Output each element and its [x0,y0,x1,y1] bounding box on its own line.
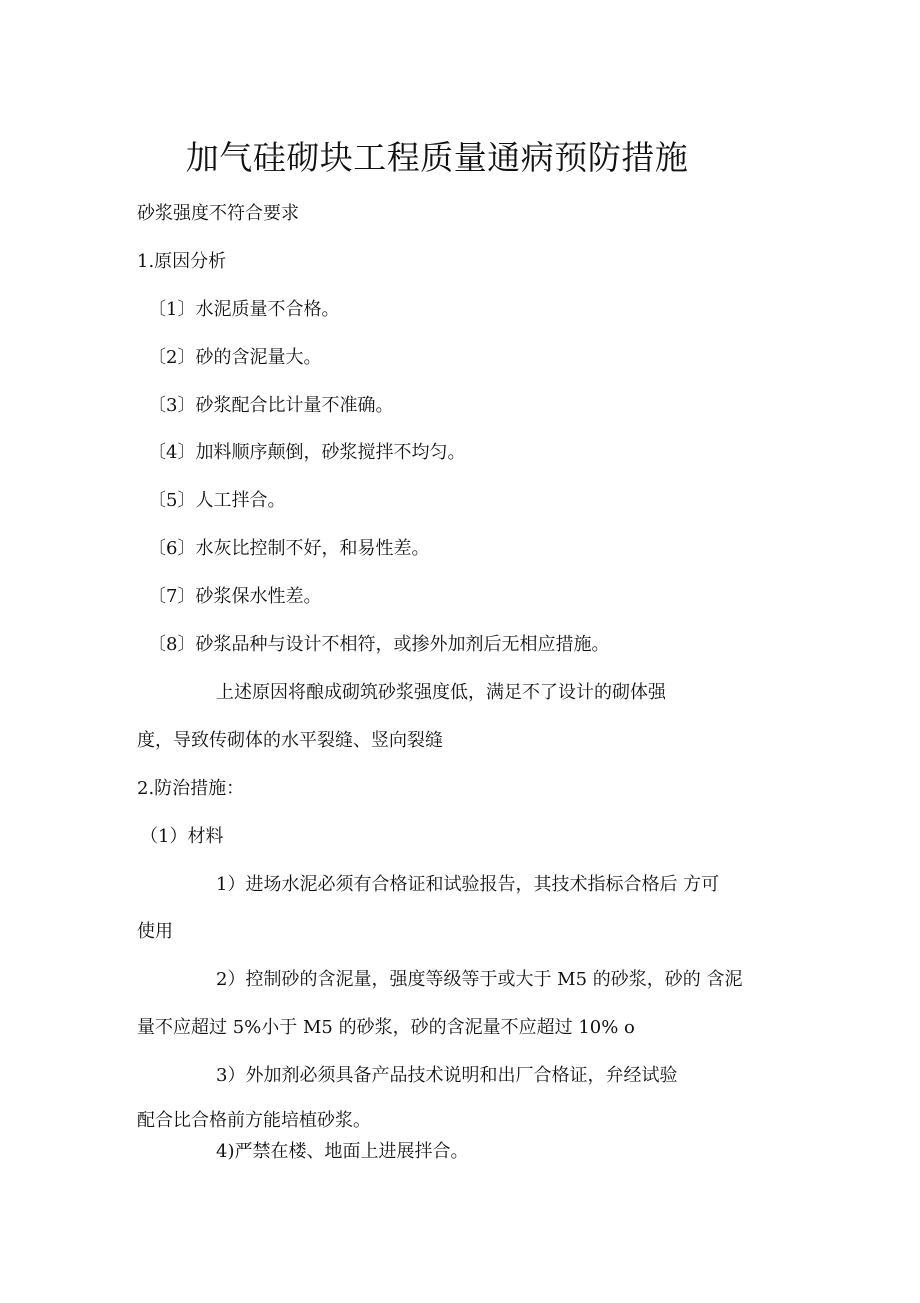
cause-item-5: 〔5〕人工拌合。 [148,490,286,511]
cause-item-2: 〔2〕砂的含泥量大。 [148,347,322,368]
cause-item-1: 〔1〕水泥质量不合格。 [148,299,340,320]
cause-item-6: 〔6〕水灰比控制不好，和易性差。 [148,538,430,559]
materials-heading: （1）材料 [140,826,224,847]
summary-line-2: 度，导致传砌体的水平裂缝、竖向裂缝 [137,730,443,751]
measure-2-line-2: 量不应超过 5%小于 M5 的砂浆，砂的含泥量不应超过 10% o [137,1017,635,1038]
part2-heading: 2.防治措施： [137,778,245,799]
summary-line-1: 上述原因将酿成砌筑砂浆强度低，满足不了设计的砌体强 [216,682,666,703]
cause-item-3: 〔3〕砂浆配合比计量不准确。 [148,395,394,416]
cause-item-7: 〔7〕砂浆保水性差。 [148,586,322,607]
measure-4-line-1: 4)严禁在楼、地面上进展拌合。 [216,1141,469,1162]
cause-item-8: 〔8〕砂浆品种与设计不相符，或掺外加剂后无相应措施。 [148,634,610,655]
measure-1-line-1: 1）进场水泥必须有合格证和试验报告，其技术指标合格后 方可 [216,874,720,895]
measure-3-line-1: 3）外加剂必须具备产品技术说明和出厂合格证，弁经试验 [216,1065,678,1086]
part1-heading: 1.原因分析 [137,251,227,272]
measure-1-line-2: 使用 [137,921,173,942]
measure-2-line-1: 2）控制砂的含泥量，强度等级等于或大于 M5 的砂浆，砂的 含泥 [216,969,743,990]
section-heading: 砂浆强度不符合要求 [137,203,299,224]
cause-item-4: 〔4〕加料顺序颠倒，砂浆搅拌不均匀。 [148,442,466,463]
document-title: 加气硅砌块工程质量通病预防措施 [185,138,689,177]
measure-3-line-2: 配合比合格前方能培植砂浆。 [137,1110,371,1131]
